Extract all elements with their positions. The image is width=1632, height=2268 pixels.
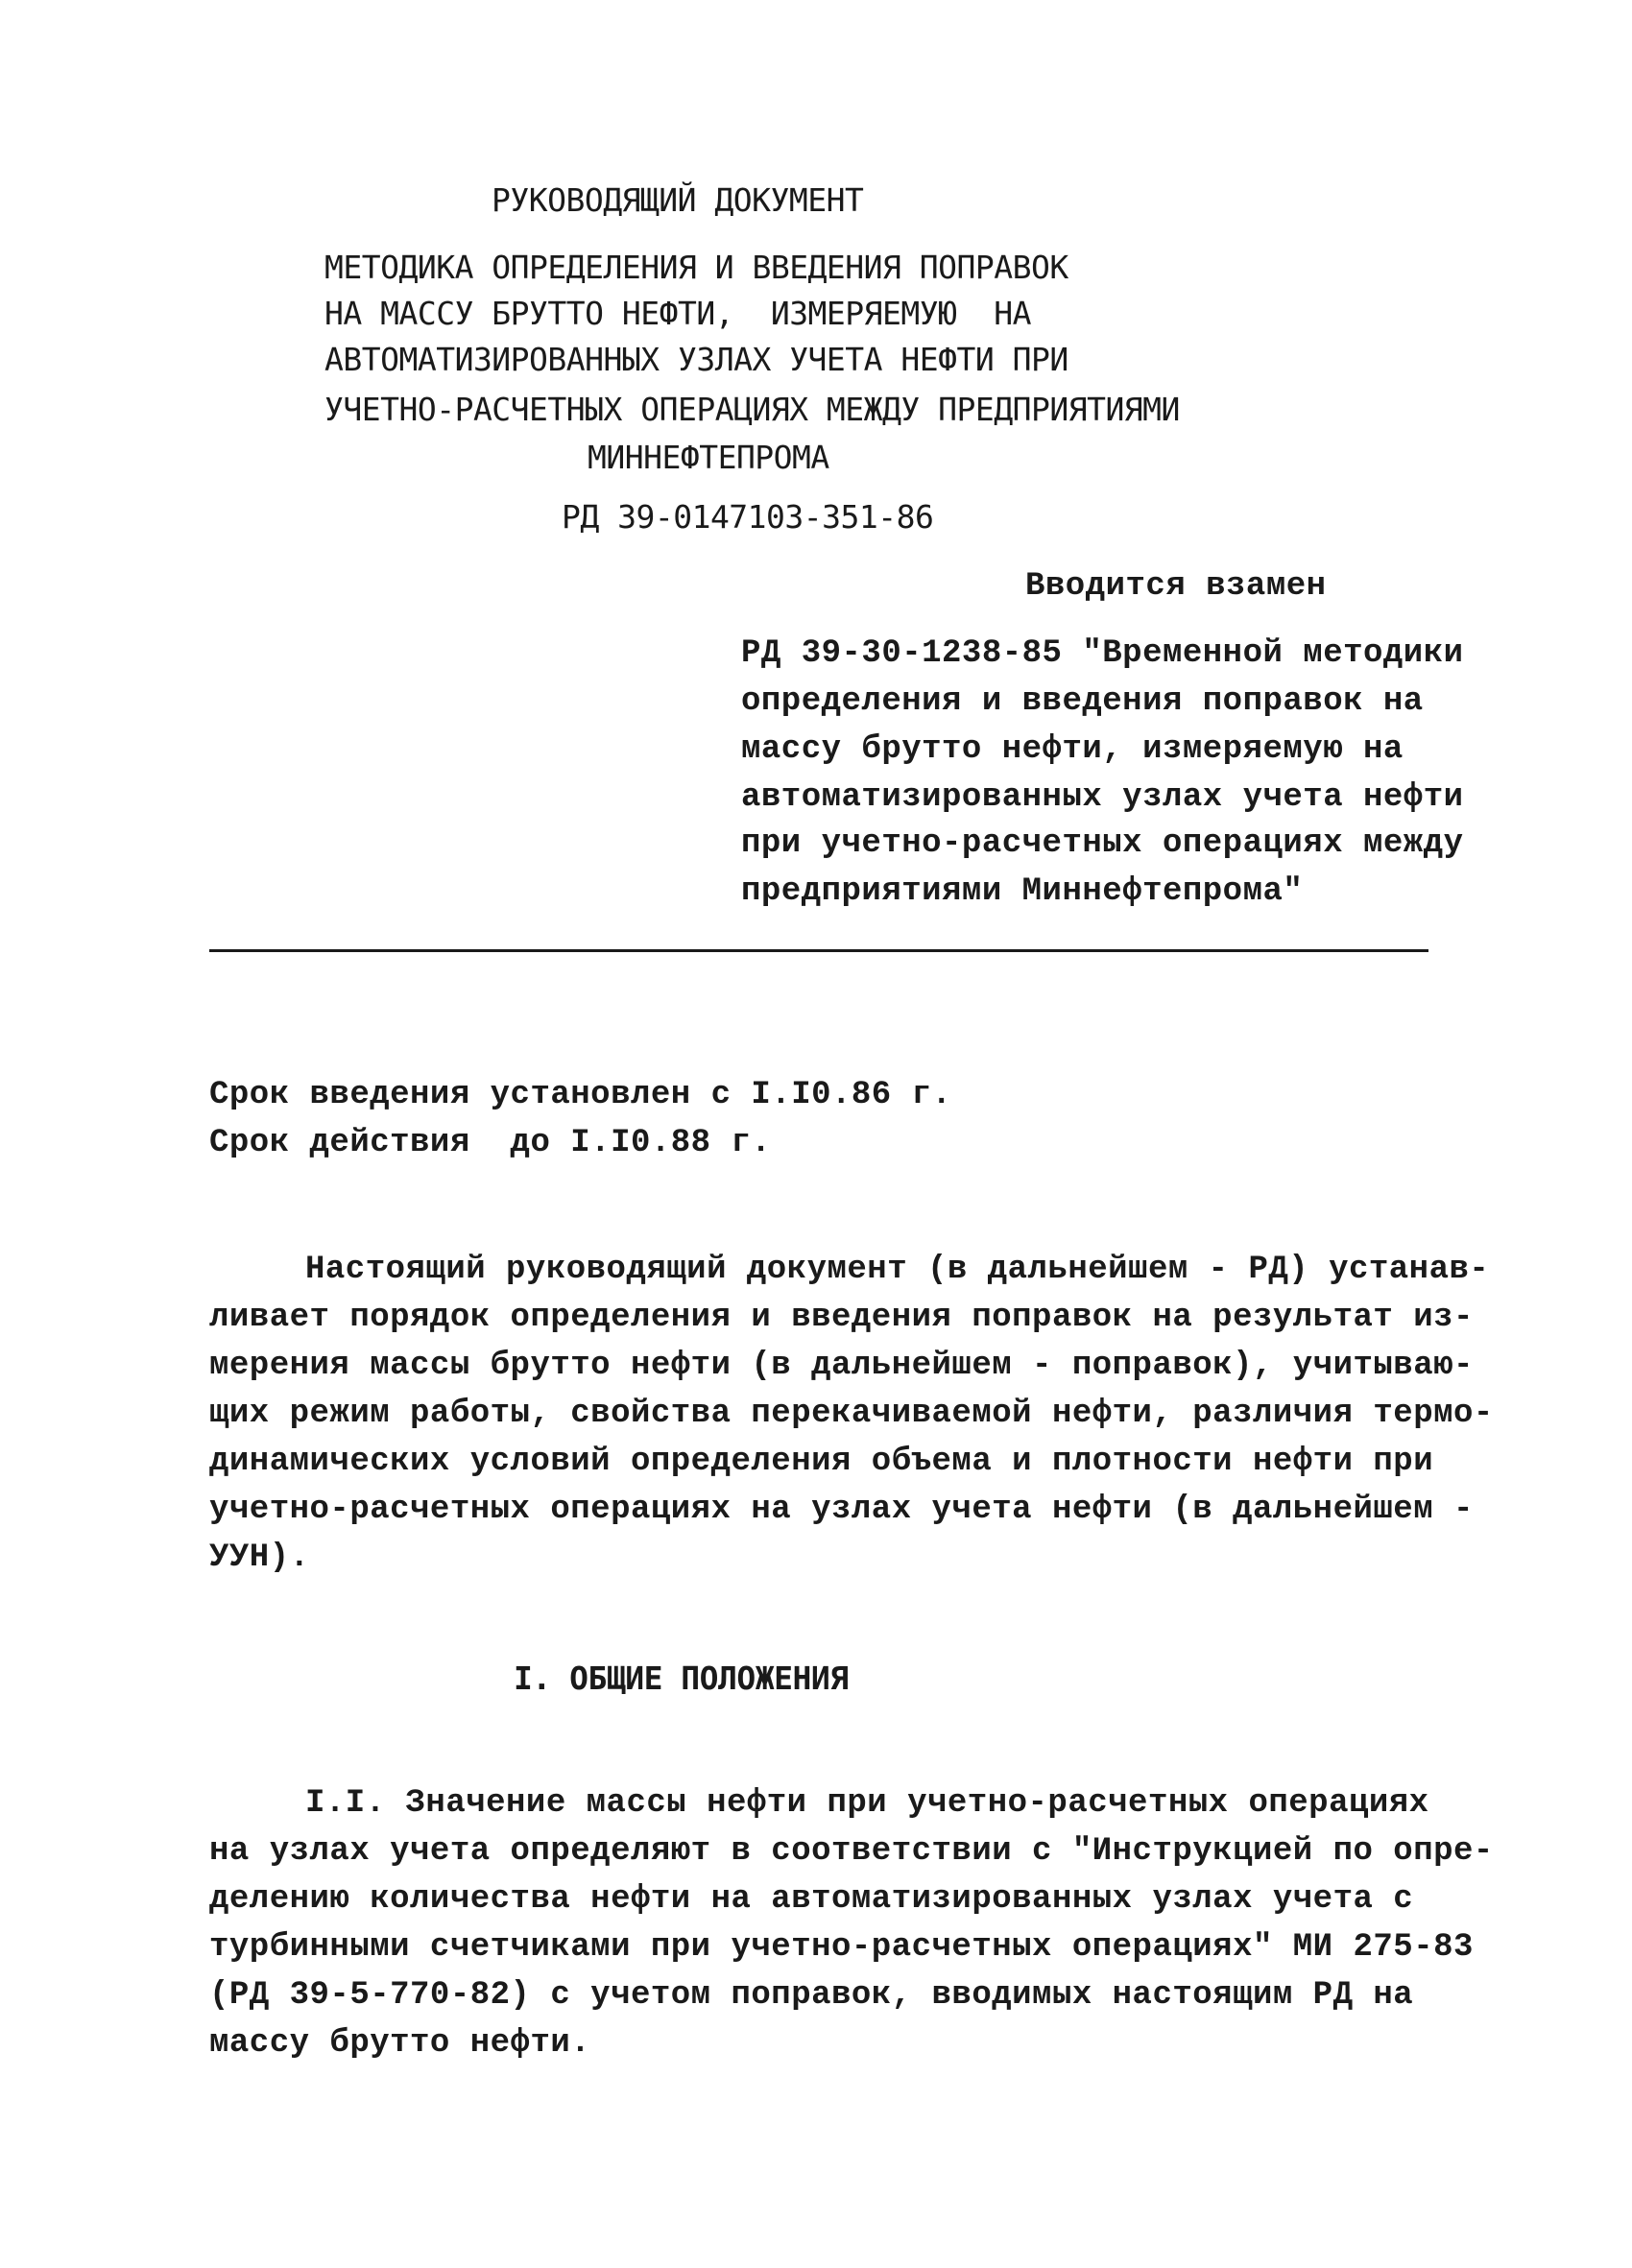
replaces-line-6: предприятиями Миннефтепрома" [741, 873, 1304, 910]
replaces-line-2: определения и введения поправок на [741, 683, 1424, 720]
para-1-1-line-6: массу брутто нефти. [209, 2025, 591, 2062]
separator-rule [209, 949, 1428, 952]
replaces-line-3: массу брутто нефти, измеряемую на [741, 731, 1404, 768]
intro-line-3: мерения массы брутто нефти (в дальнейшем - поправок), учитываю- [209, 1348, 1474, 1384]
doc-number: РД 39-0147103-351-86 [562, 498, 934, 536]
para-1-1-line-2: на узлах учета определяют в соответствии с "Инструкцией по опре- [209, 1833, 1494, 1870]
doc-type: РУКОВОДЯЩИЙ ДОКУМЕНТ [492, 181, 864, 219]
title-line-1: МЕТОДИКА ОПРЕДЕЛЕНИЯ И ВВЕДЕНИЯ ПОПРАВОК [324, 249, 1068, 286]
para-1-1-line-4: турбинными счетчиками при учетно-расчетных операциях" МИ 275-83 [209, 1929, 1474, 1966]
replaces-line-5: при учетно-расчетных операциях между [741, 825, 1464, 862]
intro-line-2: ливает порядок определения и введения поправок на результат из- [209, 1300, 1474, 1336]
replaces-line-4: автоматизированных узлах учета нефти [741, 779, 1464, 816]
title-line-4: УЧЕТНО-РАСЧЕТНЫХ ОПЕРАЦИЯХ МЕЖДУ ПРЕДПРИЯТИЯМИ [324, 391, 1180, 428]
intro-line-5: динамических условий определения объема и плотности нефти при [209, 1444, 1434, 1480]
intro-line-1: Настоящий руководящий документ (в дальнейшем - РД) устанав- [305, 1252, 1490, 1288]
intro-line-4: щих режим работы, свойства перекачиваемой нефти, различия термо- [209, 1396, 1494, 1432]
title-line-5: МИННЕФТЕПРОМА [588, 439, 829, 476]
title-line-3: АВТОМАТИЗИРОВАННЫХ УЗЛАХ УЧЕТА НЕФТИ ПРИ [324, 341, 1068, 378]
title-line-2: НА МАССУ БРУТТО НЕФТИ, ИЗМЕРЯЕМУЮ НА [324, 295, 1031, 332]
section-title: I. ОБЩИЕ ПОЛОЖЕНИЯ [514, 1659, 849, 1697]
intro-line-7: УУН). [209, 1540, 310, 1576]
intro-line-6: учетно-расчетных операциях на узлах учета нефти (в дальнейшем - [209, 1492, 1474, 1528]
validity-date: Срок действия до I.I0.88 г. [209, 1125, 772, 1161]
replaces-line-1: РД 39-30-1238-85 "Временной методики [741, 635, 1464, 672]
para-1-1-line-5: (РД 39-5-770-82) с учетом поправок, вводимых настоящим РД на [209, 1977, 1414, 2014]
replaces-label: Вводится взамен [1025, 568, 1327, 605]
para-1-1-line-3: делению количества нефти на автоматизированных узлах учета с [209, 1881, 1414, 1918]
intro-date: Срок введения установлен с I.I0.86 г. [209, 1077, 952, 1113]
para-1-1-line-1: I.I. Значение массы нефти при учетно-расчетных операциях [305, 1785, 1429, 1822]
